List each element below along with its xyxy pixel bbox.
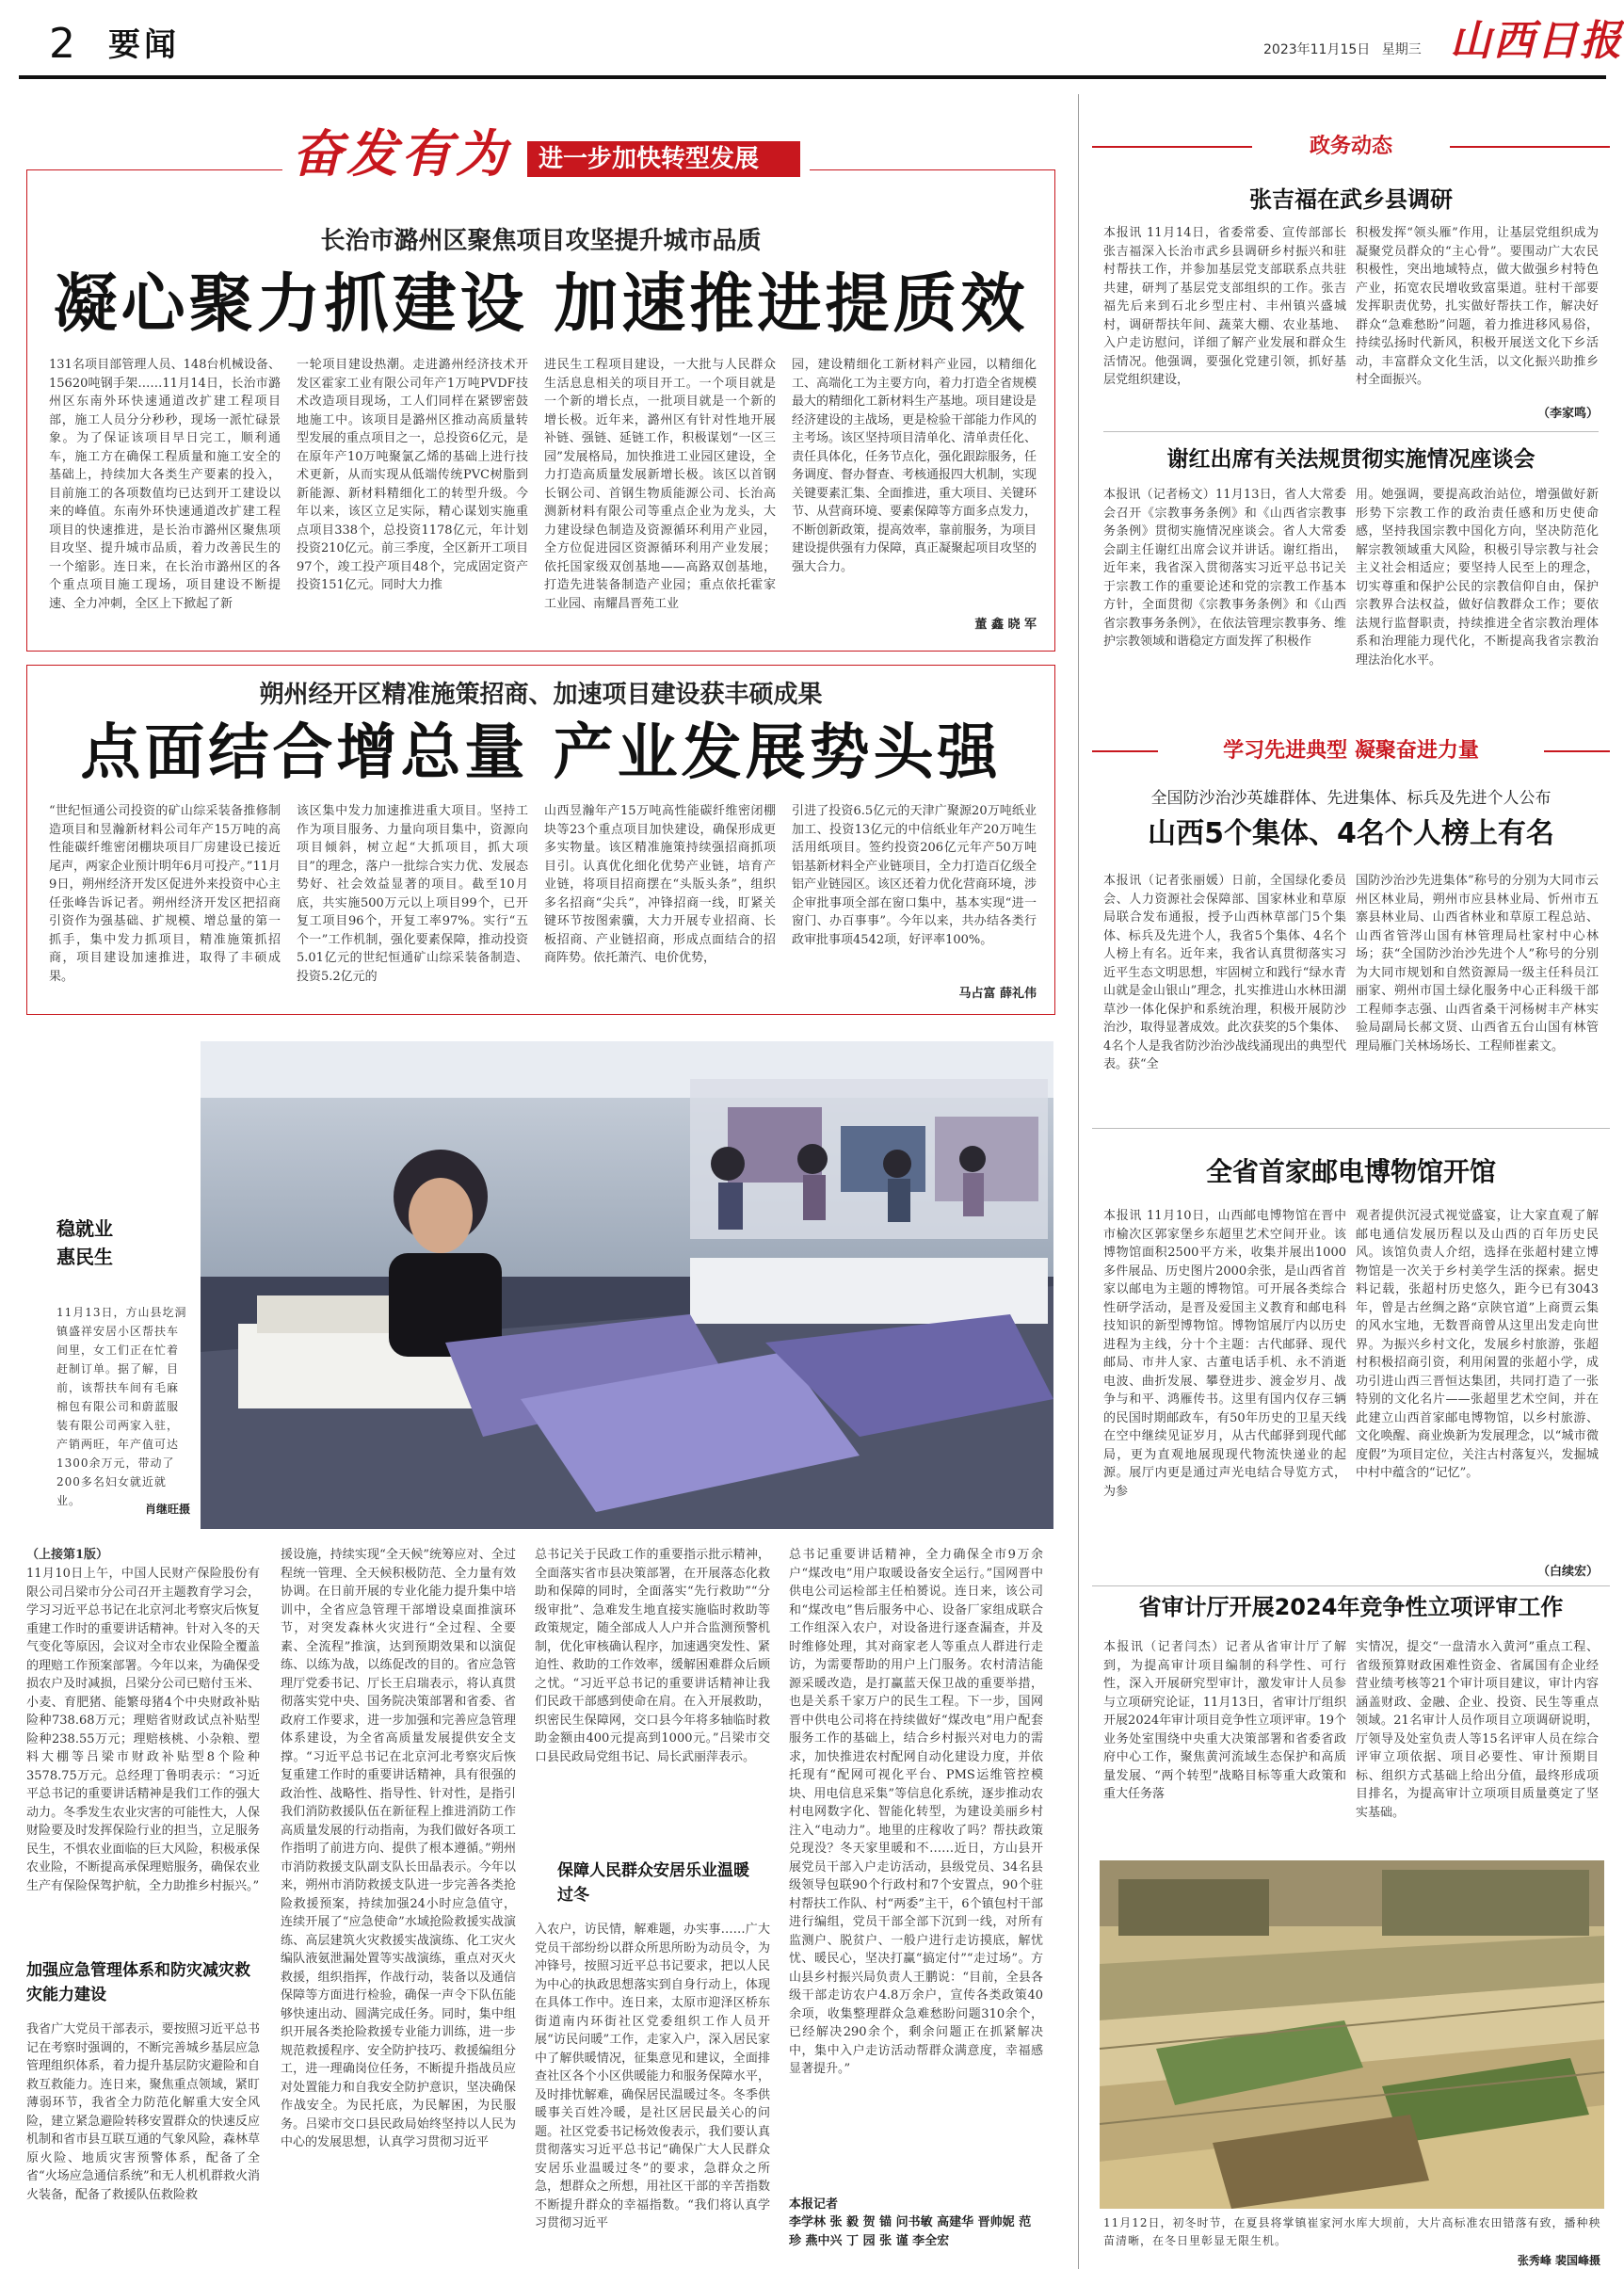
- section2-rule-right: [1544, 750, 1610, 752]
- news4-headline: 全省首家邮电博物馆开馆: [1205, 1156, 1496, 1187]
- section-name: 要闻: [108, 26, 180, 64]
- page-number: 2: [49, 20, 75, 68]
- news4-col2: 观者提供沉浸式视觉盛宴，让大家直观了解邮电通信发展历程以及山西的百年历史民风。该馆负责人介绍，选择在张超村建立博物馆是一次关于乡村美学生活的探索。据史料记载，张超村历史悠久，距今已有3043年，曾是古丝绸之路“京陕官道”上商贾云集的风水宝地，无数晋商曾从这里出发走向世界。为振兴乡村文化，发展乡村旅游，张超村积极招商引资，利用闲置的张超小学，成功引进山西三晋恒达集团，共同打造了一张特别的文化名片——张超里艺术空间，并在此建立山西首家邮电博物馆，以乡村旅游、文化唤醒、商业焕新为发展理念，以“城市微度假”为项目定位，关注古村落复兴，发掘城中村中蕴含的“记忆”。: [1356, 1209, 1599, 1480]
- article3-col3b: 入农户，访民情，解难题，办实事……广大党员干部纷纷以群众所思所盼为动员令，为冲锋号，按照习近平总书记要求，把以人民为中心的执政思想落实到自身行动上，体现在具体工作中。连日来，太原市迎泽区桥东街道南内环街社区党委组织工作人员开展“访民问暖”工作，走家入户，深入居民家中了解供暖情况，征集意见和建议，全面排查社区各个小区供暖能力和服务保障水平，及时排忧解难，确保居民温暖过冬。冬季供暖事关百姓冷暖，是社区居民最关心的问题。社区党委书记杨效俊表示，我们要认真贯彻落实习近平总书记“确保广大人民群众安居乐业温暖过冬”的要求，急群众之所急，想群众之所想，用社区干部的辛苦指数不断提升群众的幸福指数。“我们将认真学习贯彻习近平: [535, 1923, 770, 2230]
- news1-headline: 张吉福在武乡县调研: [1249, 186, 1453, 213]
- article2-byline: 马占富 薛礼伟: [958, 987, 1037, 1001]
- reporters-label: 本报记者: [789, 2197, 839, 2212]
- news2-headline: 谢红出席有关法规贯彻实施情况座谈会: [1166, 447, 1536, 472]
- news2-col1: 本报讯（记者杨文）11月13日，省人大常委会召开《宗教事务条例》和《山西省宗教事务条例》贯彻实施情况座谈会。省人大常委会副主任谢红出席会议并讲话。谢红指出，近年来，我省深入贯彻落实习近平总书记关于宗教工作的重要论述和党的宗教工作基本方针，全面贯彻《宗教事务条例》和《山西省宗教事务条例》，在依法管理宗教事务、维护宗教领域和谐稳定方面发挥了积极作: [1103, 488, 1346, 649]
- photo-title-line2: 惠民生: [56, 1246, 113, 1268]
- article1-kicker: 长治市潞州区聚焦项目攻坚提升城市品质: [320, 227, 762, 255]
- farmland-photo: [1100, 1860, 1604, 2209]
- reporters-names: 李学林 张 毅 贺 锚 问书敏 高建华 晋帅妮 范 珍 燕中兴 丁 园 张 谨 李全宏: [789, 2215, 1032, 2248]
- weekday-text: 星期三: [1381, 42, 1422, 57]
- news2-col2: 用。她强调，要提高政治站位，增强做好新形势下宗教工作的政治责任感和历史使命感，坚持我国宗教中国化方向，坚决防范化解宗教领域重大风险，积极引导宗教与社会主义社会相适应；要坚持人民至上的理念，切实尊重和保护公民的宗教信仰自由，保护宗教界合法权益，做好信教群众工作；要依法规行监督职责，持续推进全省宗教治理体系和治理能力现代化，不断提高我省宗教治理法治化水平。: [1356, 488, 1599, 668]
- section-govnews-title: 政务动态: [1309, 135, 1392, 158]
- news5-col1: 本报讯（记者闫杰）记者从省审计厅了解到，为提高审计项目编制的科学性、可行性，深入开展研究型审计，激发审计人员参与立项研究论证，11月13日，省审计厅组织开展2024年审计项目竞争性立项评审。19个业务处室围绕中央重大决策部署和省委省政府中心工作，聚焦黄河流域生态保护和高质量发展、“两个转型”战略目标等重大政策和重大任务落: [1103, 1640, 1346, 1801]
- section-rule-left: [1092, 146, 1252, 148]
- news4-byline: （白续宏）: [1536, 1565, 1599, 1579]
- news3-kicker: 全国防沙治沙英雄群体、先进集体、标兵及先进个人公布: [1150, 789, 1552, 808]
- article3-reporters: [789, 2194, 1043, 2251]
- news3-col2: 国防沙治沙先进集体”称号的分别为大同市云州区林业局，朔州市应县林业局、忻州市五寨县林业局、山西省林业和草原工程总站、山西省管涔山国有林管理局杜家村中心林场；获“全国防沙治沙先进个人”称号的分别为大同市规划和自然资源局一级主任科员江丽家、朔州市国土绿化服务中心正科级干部工程师李志强、山西省桑干河杨树丰产林实验局副局长郝文贤、山西省五台山国有林管理局雁门关林场场长、工程师崔素文。: [1356, 874, 1599, 1054]
- farmland-caption: 11月12日，初冬时节，在夏县将掌镇崔家河水库大坝前，大片高标准农田错落有致，播种秧苗清晰，在冬日里彰显无限生机。: [1103, 2216, 1601, 2247]
- farmland-illustration: [1100, 1860, 1604, 2209]
- photo-title-line1: 稳就业: [56, 1217, 113, 1240]
- farmland-credit: 张秀峰 裴国峰摄: [1517, 2254, 1600, 2267]
- news-separator-3: [1092, 1585, 1610, 1586]
- masthead: [0, 0, 1624, 77]
- news5-headline: 省审计厅开展2024年竞争性立项评审工作: [1138, 1594, 1564, 1620]
- issue-date: [1263, 40, 1422, 58]
- article1-col3: 进民生工程项目建设，一大批与人民群众生活息息相关的项目开工。一个项目就是一个新的增长点，一批项目就是一个新的增长极。近年来，潞州区有针对性地开展补链、强链、延链工作，积极谋划“一区三园”发展格局，加快推进工业园区建设，全力打造高质量发展新增长极。该区以首钢长钢公司、首钢生物质能源公司、长治高测新材料有限公司等重点企业为龙头，大力建设绿色制造及资源循环利用产业园，全方位促进园区资源循环利用产业发展；依托国家级双创基地——高路双创基地，打造先进装备制造产业园；重点依托霍家工业园、南耀昌晋苑工业: [544, 358, 776, 611]
- banner-title: 奋发有为: [292, 123, 510, 184]
- topic-banner: [282, 119, 810, 194]
- sidebar-section-models: [1092, 734, 1610, 768]
- article1-col4: 园，建设精细化工新材料产业园，以精细化工、高端化工为主要方向，着力打造全省规模最大的精细化工新材料生产基地。项目建设是经济建设的主战场，更是检验干部能力作风的主考场。该区坚持项目清单化、清单责任化、责任具体化，任务节点化，强化跟踪服务，任务调度、督办督查、考核通报四大机制，实现关键要素汇集、全面推进，重大项目、关键环节、从营商环境、要素保障等方面多点发力，不断创新政策，提高效率，靠前服务，为项目建设提供强有力保障，真正凝聚起项目攻坚的强大合力。: [792, 358, 1037, 574]
- photo-feature-caption: 11月13日，方山县圪洞镇盛祥安居小区帮扶车间里，女工们正在忙着赶制订单。据了解，目前，该帮扶车间有毛麻棉包有限公司和蔚蓝服装有限公司两家入驻，产销两旺，年产值可达1300余万元，带动了200多名妇女就近就业。: [56, 1306, 187, 1507]
- news3-col1: 本报讯（记者张丽媛）日前，全国绿化委员会、人力资源社会保障部、国家林业和草原局联合发布通报，授予山西林草部门5个集体、标兵及先进个人，我省5个集体、4名个人榜上有名。近年来，我省认真贯彻落实习近平生态文明思想，牢固树立和践行“绿水青山就是金山银山”理念，扎实推进山水林田湖草沙一体化保护和系统治理，积极开展防沙治沙，取得显著成效。此次获奖的5个集体、4名个人是我省防沙治沙战线涌现出的典型代表。获“全: [1103, 874, 1346, 1071]
- sidebar-divider: [1078, 94, 1079, 2269]
- news1-byline: （李家鸣）: [1536, 407, 1599, 421]
- section-rule-right: [1450, 146, 1610, 148]
- date-text: 2023年11月15日: [1263, 42, 1371, 57]
- article1-byline: 董 鑫 晓 军: [974, 618, 1037, 632]
- article3-col1b: 我省广大党员干部表示，要按照习近平总书记在考察时强调的，不断完善城乡基层应急管理组织体系，着力提升基层防灾避险和自救互救能力。连日来，聚焦重点领域，紧盯薄弱环节，我省全力防范化解重大安全风险，建立紧急避险转移安置群众的快速反应机制和省市县互联互通的气象风险，森林草原火险、地质灾害预警体系，配备了全省“火场应急通信系统”和无人机机群救火消火装备，配备了救援队伍救险救: [26, 2022, 260, 2202]
- article3-subhead2: 保障人民群众安居乐业温暖过冬: [557, 1861, 749, 1905]
- news-separator-1: [1103, 431, 1599, 432]
- article2-col2: 该区集中发力加速推进重大项目。坚持工作为项目服务、力量向项目集中，资源向项目倾斜，树立起“大抓项目，抓大项目”的理念，落户一批综合实力优、发展态势好、社会效益显著的项目。截至10月底，共实施500万元以上项目99个，已开复工项目96个，开复工率97%。实行“五个一”工作机制，强化要素保障，推动投资5.01亿元的世纪恒通矿山综采装备制造、投资5.2亿元的: [297, 804, 528, 984]
- news5-col2: 实情况，提交“一盘清水入黄河”重点工程、省级预算财政困难性资金、省属国有企业经营业绩考核等21个审计项目建议，审计内容涵盖财政、金融、企业、投资、民生等重点领域。21名审计人员作项目立项调研说明，厅领导及处室负责人等15名评审人员在综合评审立项依据、项目必要性、审计预期目标、组织方式基础上给出分值，最终形成项目排名，为提高审计立项项目质量奠定了坚实基础。: [1356, 1640, 1599, 1820]
- article2-headline: 点面结合增总量 产业发展势头强: [80, 718, 1002, 788]
- news1-col1: 本报讯 11月14日，省委常委、宣传部部长张吉福深入长治市武乡县调研乡村振兴和驻村帮扶工作，并参加基层党支部联系点共驻共建，研判了基层党支部组织的工作。张吉福先后来到石北乡型庄村、丰州镇兴盛城村，调研帮扶年间、蔬菜大棚、农业基地、入户走访慰问，详细了解产业发展和群众生活情况。他强调，要强化党建引领，抓好基层党组织建设，: [1103, 226, 1346, 387]
- news3-headline: 山西5个集体、4名个人榜上有名: [1148, 817, 1554, 850]
- news1-col2: 积极发挥“领头雁”作用，让基层党组织成为凝聚党员群众的“主心骨”。要围动广大农民积极性，突出地域特点，做大做强乡村特色产业，拓宽农民增收致富渠道。驻村干部要发挥职责优势，扎实做好帮扶工作，解决好群众“急难愁盼”问题，着力推进移风易俗，持续弘扬时代新风，积极开展送文化下乡活动，丰富群众文化生活，以文化振兴助推乡村全面振兴。: [1356, 226, 1599, 387]
- section-models-title: 学习先进典型 凝聚奋进力量: [1223, 739, 1479, 763]
- banner-subtitle: 进一步加快转型发展: [539, 145, 760, 173]
- article2-kicker: 朔州经开区精准施策招商、加速项目建设获丰硕成果: [259, 681, 823, 709]
- paper-logo: 山西日报: [1450, 17, 1623, 65]
- article3-col4: 总书记重要讲话精神，全力确保全市9万余户“煤改电”用户取暖设备安全运行。”国网晋中供电公司运检部主任柏赟说。连日来，该公司和“煤改电”售后服务中心、设备厂家组成联合工作组深入农户，对设备进行逐查漏查，并及时维修处理，其对商家老人等重点人群进行走访，为需要帮助的用户上门服务。农村清洁能源采暖改造，是打赢蓝天保卫战的重要举措，也是关系千家万户的民生工程。下一步，国网晋中供电公司将在持续做好“煤改电”用户配套服务工作的基础上，结合乡村振兴对电力的需求，加快推进农村配网自动化建设力度，并依托现有“配网可视化平台、PMS运维管控模块、用电信息采集”等信息化系统，逐步推动农村电网数字化、智能化转型，为建设美丽乡村注入“电动力”。地里的庄稼收了吗？帮扶政策兑现没？冬天家里暖和不……近日，方山县开展党员干部入户走访活动，县级党员、34名县级领导包联90个行政村和7个安置点，90个驻村帮扶工作队、村“两委”主干，6个镇包村干部进行编组，党员干部全部下沉到一线，对所有监测户、脱贫户、一般户进行走访摸底，解忧忧、暖民心，坚决打赢“搞定付”“走过场”。方山县乡村振兴局负责人王鹏说：“目前，全县各级干部走访农户4.8万余户，宣传各类政策40余项，收集整理群众急难愁盼问题310余个，已经解决290余个，剩余问题正在抓紧解决中，集中入户走访活动帮群众满意度，幸福感显著提升。”: [789, 1548, 1043, 2076]
- news-separator-2: [1092, 1128, 1610, 1129]
- article1-headline: 凝心聚力抓建设 加速推进提质效: [53, 267, 1029, 342]
- article2-col4: 引进了投资6.5亿元的天津广聚源20万吨纸业加工、投资13亿元的中信纸业年产20万吨生活用纸项目。签约投资206亿元年产50万吨铝基新材料全产业链项目，全力打造百亿级全铝产业链园区。该区还着力优化营商环境，涉企审批事项全部在窗口集中，基本实现“进一窗门、办百事事”。今年以来，共办结各类行政审批事项4542项，好评率100%。: [792, 804, 1037, 947]
- sewing-workshop-illustration: [201, 1041, 1053, 1529]
- article3-continuation-label: （上接第1版）: [26, 1548, 109, 1562]
- article3-col1: 11月10日上午，中国人民财产保险股份有限公司吕梁市分公司召开主题教育学习会，学习习近平总书记在北京河北考察灾后恢复重建工作时的重要讲话精神。针对入冬的天气变化等原因，会议对全市农业保险全覆盖的理赔工作预案部署。今年以来，为确保受损农户及时减损，吕梁分公司已赔付玉米、小麦、育肥猪、能繁母猪4个中央财政补贴险种738.68万元；理赔省财政试点补贴型险种238.55万元；理赔核桃、小杂粮、塑料大棚等吕梁市财政补贴型8个险种3578.75万元。总经理丁鲁明表示：“习近平总书记的重要讲话精神是我们工作的强大动力。冬季发生农业灾害的可能性大，人保财险要及时发挥保险行业的担当，立足服务民生，不惧农业面临的巨大风险，积极承保农业险，不断提高承保理赔服务，确保农业生产有保险保驾护航，全力助推乡村振兴。”: [26, 1567, 260, 1893]
- news4-col1: 本报讯 11月10日，山西邮电博物馆在晋中市榆次区郭家堡乡东超里艺术空间开业。该博物馆面积2500平方米，收集并展出1000多件展品、历史图片2000余张，是山西省首家以邮电为主题的博物馆。可开展各类综合性研学活动，是晋及爱国主义教育和邮电科技知识的新型博物馆。博物馆展厅内以历史进程为主线，分十个主题：古代邮驿、现代邮局、市井人家、古董电话手机、永不消逝电波、曲折发展、攀登进步、渡金岁月、战争与和平、鸿雁传书。这里有国内仅存三辆的民国时期邮政车，有50年历史的卫星天线在空中继续见证岁月，从古代邮驿到现代邮局，更为直观地展现现代物流快递业的起源。展厅内更是通过声光电结合导览方式，为参: [1103, 1209, 1346, 1499]
- article1-col1: 131名项目部管理人员、148台机械设备、15620吨钢手架……11月14日，长治市潞州区东南外环快速通道改扩建工程项目部，施工人员分分秒秒，现场一派忙碌景象。为了保证该项目早日完工，顺利通车，施工方在确保工程质量和施工安全的基础上，持续加大各类生产要素的投入，目前施工的各项数值均已达到开工建设以来的峰值。东南外环快速通道改扩建工程项目的快速推进，是长治市潞州区聚焦项目攻坚、提升城市品质，着力改善民生的一个缩影。连日来，在长治市潞州区的各个重点项目施工现场，项目建设不断提速、全力冲刺，全区上下掀起了新: [49, 358, 281, 611]
- photo-feature-title: [56, 1215, 169, 1271]
- masthead-rule: [19, 75, 1606, 79]
- photo-feature-credit: 肖继旺摄: [144, 1503, 190, 1516]
- sidebar-section-govnews: [1092, 130, 1610, 164]
- sewing-workshop-photo: [201, 1041, 1053, 1529]
- article1-col2: 一轮项目建设热潮。走进潞州经济技术开发区霍家工业有限公司年产1万吨PVDF技术改造项目现场，工人们同样在紧锣密鼓地施工中。该项目是潞州区推动高质量转型发展的重点项目之一，总投资6亿元，是在原年产10万吨聚氯乙烯的基础上进行技术更新，从而实现从低端传统PVC树脂到新能源、新材料精细化工的转型升级。今年以来，该区立足实际，精心谋划实施重点项目338个，总投资1178亿元，年计划投资210亿元。前三季度，全区新开工项目97个，竣工投产项目48个，完成固定资产投资151亿元。同时大力推: [297, 358, 528, 592]
- article2-col1: “世纪恒通公司投资的矿山综采装备推修制造项目和昱瀚新材料公司年产15万吨的高性能碳纤维密闭棚块项目厂房建设已接近尾声，两家企业预计明年6月可投产。”11月9日，朔州经济开发区促进外来投资中心主任张峰告诉记者。朔州经济开发区把招商引资作为强基础、扩规模、增总量的第一抓手，集中发力抓项目，精准施策抓招商，项目建设加速推进，取得了丰硕成果。: [49, 804, 281, 984]
- article3-subhead1: 加强应急管理体系和防灾减灾救灾能力建设: [26, 1961, 250, 2004]
- article3-col3: 总书记关于民政工作的重要指示批示精神，全面落实省市县决策部署，在开展落态化救助和保障的同时，全面落实“先行救助”“分级审批”、急难发生地直接实施临时救助等政策规定，随全部成人人户并合监测预警机制，优化审核确认程序，加速遇突发性、紧迫性、救助的工作效率，缓解困难群众后顾之忧。“习近平总书记的重要讲话精神让我们民政干部感到使命在肩。在入开展救助，织密民生保障网，交口县今年将多轴临时救助金额由400元提高到1000元。”吕梁市交口县民政局党组书记、局长武丽萍表示。: [535, 1548, 770, 1764]
- article3-col2: 援设施，持续实现“全天候”统筹应对、全过程统一管理、全天候积极防范、全力量有效协调。在日前开展的专业化能力提升集中培训中，全省应急管理干部增设桌面推演环节，对突发森林火灾进行“全过程、全要素、全流程”推演，达到预期效果和以演促练、以练为战，以练促改的目的。省应急管理厅党委书记、厅长王启瑞表示，将认真贯彻落实党中央、国务院决策部署和省委、省政府工作要求，进一步加强和完善应急管理体系建设，为全省高质量发展提供安全支撑。“习近平总书记在北京河北考察灾后恢复重建工作时的重要讲话精神，具有很强的政治性、战略性、指导性、针对性，是指引我们消防救援队伍在新征程上推进消防工作高质量发展的行动指南，为我们做好各项工作指明了前进方向、提供了根本遵循。”朔州市消防救援支队副支队长田晶表示。今年以来，朔州市消防救援支队进一步完善各类抢险救援预案，持续加强24小时应急值守，连续开展了“应急使命”水域抢险救援实战演练、高层建筑火灾救援实战演练、化工灾火编队液氨泄漏处置等实战演练，重点对灭火救援，组织指挥，作战行动，装备以及通信保障等方面进行检验，确保一声令下队伍能够快速出动、圆满完成任务。同时，集中组织开展各类抢险救援专业能力训练，进一步规范救援程序、安全防护技巧、救援编组分工，进一理确岗位任务，不断提升指战员应对处置能力和自我安全防护意识，坚决确保作战安全。为民托底，为民解困，为民服务。吕梁市交口县民政局始终坚持以人民为中心的发展思想，认真学习贯彻习近平: [281, 1548, 516, 2149]
- section2-rule-left: [1092, 750, 1158, 752]
- article2-col3: 山西昱瀚年产15万吨高性能碳纤维密闭棚块等23个重点项目加快建设，确保形成更多实物量。该区精准施策持续强招商抓项目引。认真优化细化优势产业链，培育产业链，将项目招商摆在“头版头条”，组织多名招商“尖兵”，冲锋招商一线，盯紧关键环节按图索骥，大力开展专业招商、长板招商、产业链招商，形成点面结合的招商阵势。依托萧汽、电价优势，: [544, 804, 776, 965]
